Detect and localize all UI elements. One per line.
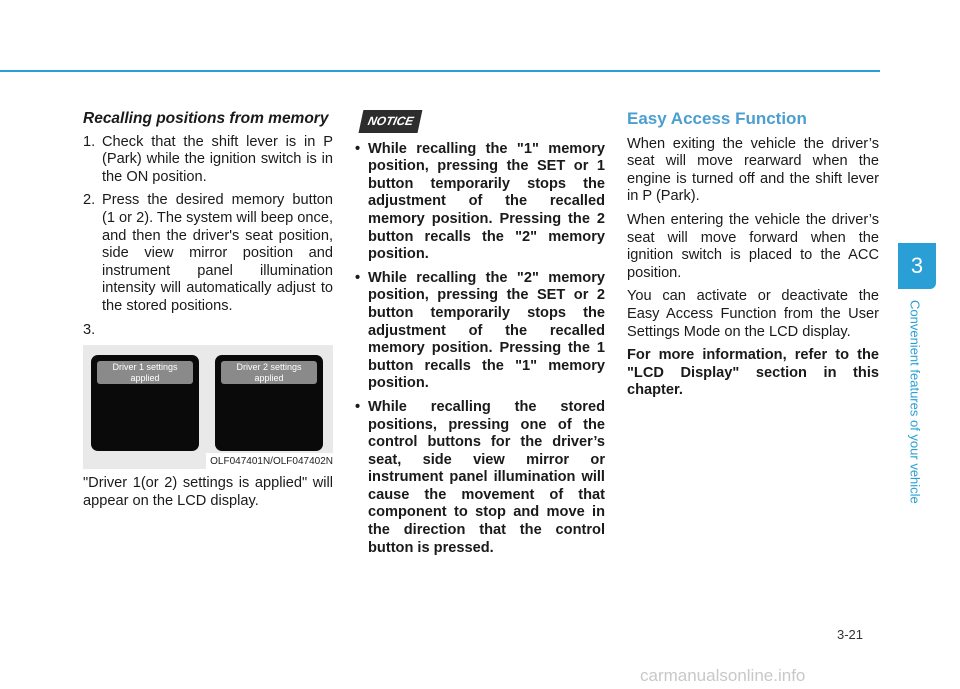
lcd-screen-driver-1	[91, 355, 199, 451]
header-rule	[0, 70, 880, 72]
notice-badge: NOTICE	[359, 110, 423, 133]
watermark: carmanualsonline.info	[640, 666, 806, 685]
right-column	[627, 110, 879, 406]
bullet-icon: •	[355, 269, 361, 286]
notice-text: While recalling the "2" memory position, pressing the SET or 2 button temporarily stops the adjustment of the recalled memory position. Pressing the 1 button recalls the "1" memory position.	[368, 269, 605, 392]
step-number: 1.	[83, 133, 96, 150]
step-text: Check that the shift lever is in P (Park) while the ignition switch is in the ON position.	[102, 133, 333, 185]
chapter-number-tab: 3	[898, 243, 936, 289]
exit-paragraph: When exiting the vehicle the driver’s seat will move rearward when the engine is turned off and the shift lever in P (Park).	[627, 135, 879, 205]
step-number: 2.	[83, 192, 96, 209]
figure-caption: OLF047401N/OLF047402N	[206, 453, 333, 471]
easy-access-heading: Easy Access Function	[627, 109, 807, 128]
notice-text: While recalling the stored positions, pressing one of the control buttons for the driver’s seat, side view mirror or instrument panel illumination will cause the movement of that component to stop and move in the direction that the control button is pressed.	[368, 398, 605, 556]
notice-item	[355, 270, 605, 393]
notice-list	[355, 141, 605, 558]
lcd-figure	[83, 345, 333, 469]
notice-column	[355, 110, 605, 563]
step-item	[83, 192, 333, 315]
steps-list	[83, 134, 333, 316]
step-3-number: 3.	[83, 321, 96, 338]
notice-text: While recalling the "1" memory position, pressing the SET or 1 button temporarily stops the adjustment of the recalled memory position. Pressing the 2 button recalls the "2" memory position.	[368, 140, 605, 263]
bullet-icon: •	[355, 398, 361, 415]
lcd-screen-driver-2	[215, 355, 323, 451]
enter-paragraph: When entering the vehicle the driver’s seat will move forward when the ignition switch is placed to the ACC position.	[627, 211, 879, 281]
page-number: 3-21	[837, 627, 864, 642]
chapter-title-text: Convenient features of your vehicle	[907, 300, 923, 504]
recall-heading: Recalling positions from memory	[83, 110, 329, 127]
step-item	[83, 134, 333, 187]
lcd-banner-driver-2: Driver 2 settings applied	[221, 361, 317, 384]
bullet-icon: •	[355, 140, 361, 157]
lcd-banner-driver-1: Driver 1 settings applied	[97, 361, 193, 384]
activate-paragraph: You can activate or deactivate the Easy Access Function from the User Settings Mode on the LCD display.	[627, 288, 879, 340]
notice-item	[355, 141, 605, 264]
chapter-title-vertical	[895, 300, 935, 504]
left-column	[83, 110, 333, 516]
reference-paragraph: For more information, refer to the "LCD Display" section in this chapter.	[627, 347, 879, 399]
lcd-note: "Driver 1(or 2) settings is applied" will appear on the LCD display.	[83, 475, 333, 509]
step-text: Press the desired memory button (1 or 2). The system will beep once, and then the driver's seat position, side view mirror position and instrument panel illumination intensity will automatically adjust to the stored positions.	[102, 192, 333, 314]
notice-item	[355, 399, 605, 557]
